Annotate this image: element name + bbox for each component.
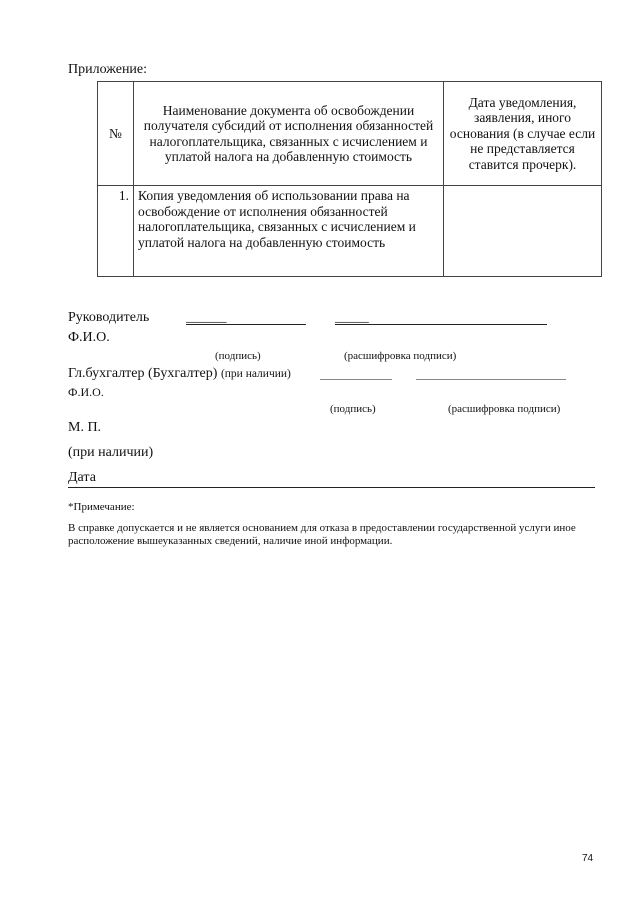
header-number: № — [98, 82, 134, 186]
chief-signature-line — [320, 379, 392, 380]
stamp-label: М. П. — [68, 420, 102, 435]
chief-decoding-caption: (расшифровка подписи) — [448, 403, 561, 415]
head-decoding-line — [335, 324, 547, 325]
header-date: Дата уведомления, заявления, иного основания (в случае если не представляется ставится прочерк). — [444, 82, 602, 186]
chief-accountant-if-any: (при наличии) — [220, 368, 291, 380]
note-text: В справке допускается и не является основанием для отказа в предоставлении государственной услуги иное расположение вышеуказанных сведений, наличие иной информации. — [68, 522, 576, 547]
chief-signature-caption: (подпись) — [330, 403, 376, 415]
chief-fio-label: Ф.И.О. — [68, 385, 104, 399]
table-header-row — [98, 82, 602, 186]
stamp-if-any: (при наличии) — [68, 445, 154, 460]
head-signature-line-a: ______ — [186, 309, 227, 324]
head-signature-line — [186, 324, 306, 325]
table-row — [98, 186, 602, 277]
date-label: Дата — [68, 470, 96, 485]
row-number: 1. — [98, 186, 134, 277]
header-document-name: Наименование документа об освобождении получателя субсидий от исполнения обязанностей налогоплательщика, связанных с исчислением и уплатой налога на добавленную стоимость — [134, 82, 444, 186]
head-decoding-line-a: _____ — [335, 309, 369, 324]
row-date — [444, 186, 602, 277]
head-fio-label: Ф.И.О. — [68, 330, 110, 345]
appendix-table — [97, 81, 602, 277]
row-document: Копия уведомления об использовании права на освобождение от исполнения обязанностей налогоплательщика, связанных с исчислением и уплатой налога на добавленную стоимость — [134, 186, 444, 277]
head-label: Руководитель — [68, 310, 150, 325]
note-title: *Примечание: — [68, 501, 135, 513]
page-number: 74 — [582, 853, 594, 864]
chief-accountant-title: Гл.бухгалтер (Бухгалтер) — [68, 366, 218, 381]
chief-accountant-label — [68, 366, 291, 382]
head-signature-caption: (подпись) — [215, 350, 261, 362]
date-line — [68, 487, 595, 488]
head-decoding-caption: (расшифровка подписи) — [344, 350, 457, 362]
appendix-title: Приложение: — [68, 62, 148, 77]
chief-decoding-line — [416, 379, 566, 380]
